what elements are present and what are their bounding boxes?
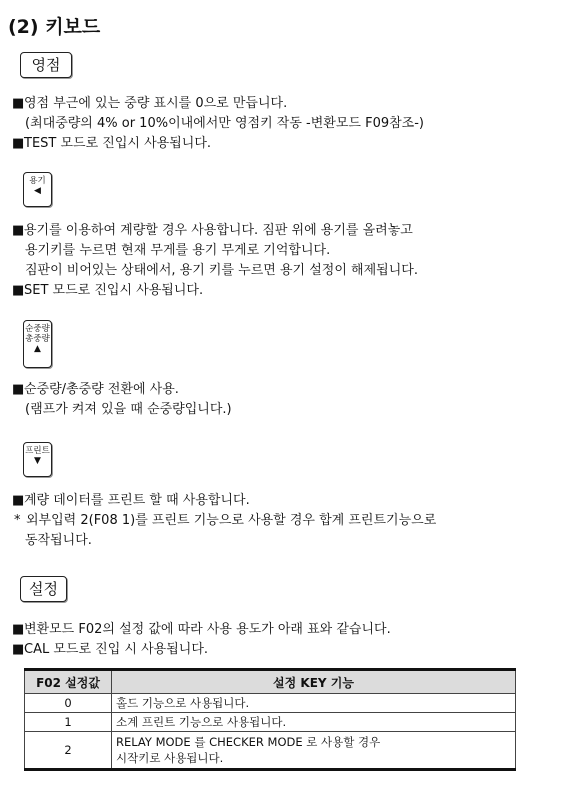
print-desc-3: 동작됩니다. [25,533,92,548]
gross-key-label: 총중량 [25,334,50,344]
zero-desc-2: (최대중량의 4% or 10%이내에서만 영점키 작동 -변환모드 F09참조-) [25,116,425,131]
table-cell-value: 1 [25,713,112,732]
up-arrow-icon: ▲ [34,344,41,354]
left-arrow-icon: ◀ [34,186,41,196]
setting-desc-2: ■CAL 모드로 진입 시 사용됩니다. [12,642,209,657]
table-cell-desc [112,732,516,770]
table-cell-desc-line2: 시작키로 사용됩니다. [116,751,224,765]
bullet-icon: ■ [12,283,25,298]
zero-desc-3: ■TEST 모드로 진입시 사용됩니다. [12,136,212,151]
print-key[interactable] [23,442,52,477]
table-header-function: 설정 KEY 기능 [112,670,516,694]
f02-setting-table [24,668,516,771]
tare-desc-4: ■SET 모드로 진입시 사용됩니다. [12,283,204,298]
tare-key-label: 용기 [29,176,46,186]
tare-desc-2: 용기키를 누르면 현재 무게를 용기 무게로 기억합니다. [25,243,331,258]
asterisk-icon: * [14,513,21,528]
setting-desc-1: ■변환모드 F02의 설정 값에 따라 사용 용도가 아래 표와 같습니다. [12,622,391,637]
table-cell-desc: 홀드 기능으로 사용됩니다. [112,694,516,713]
table-row [25,694,516,713]
setting-key[interactable] [20,576,67,602]
tare-desc-3: 짐판이 비어있는 상태에서, 용기 키를 누르면 용기 설정이 해제됩니다. [25,263,418,278]
netgross-desc-2: (램프가 켜져 있을 때 순중량입니다.) [25,402,232,417]
table-cell-desc: 소계 프린트 기능으로 사용됩니다. [112,713,516,732]
down-arrow-icon: ▼ [34,456,41,466]
net-key-label: 순중량 [25,324,50,334]
bullet-icon: ■ [12,642,25,657]
zero-key-label: 영점 [31,56,61,74]
bullet-icon: ■ [12,382,25,397]
table-header-f02: F02 설정값 [25,670,112,694]
bullet-icon: ■ [12,493,25,508]
print-desc-2: * 외부입력 2(F08 1)를 프린트 기능으로 사용할 경우 합계 프린트기능으로 [14,513,437,528]
netgross-desc-1: ■순중량/총중량 전환에 사용. [12,382,179,397]
table-cell-desc-line1: RELAY MODE 를 CHECKER MODE 로 사용할 경우 [116,735,381,749]
zero-key[interactable] [20,52,72,78]
section-title: (2) 키보드 [8,16,101,38]
print-key-label: 프린트 [25,446,50,456]
net-gross-key[interactable] [23,320,52,368]
bullet-icon: ■ [12,136,25,151]
bullet-icon: ■ [12,96,25,111]
tare-key[interactable] [23,172,52,207]
print-desc-1: ■계량 데이터를 프린트 할 때 사용합니다. [12,493,250,508]
setting-key-label: 설정 [29,580,58,598]
table-row [25,732,516,770]
table-cell-value: 2 [25,732,112,770]
zero-desc-1: ■영점 부근에 있는 중량 표시를 0으로 만듭니다. [12,96,288,111]
bullet-icon: ■ [12,622,25,637]
tare-desc-1: ■용기를 이용하여 계량할 경우 사용합니다. 짐판 위에 용기를 올려놓고 [12,223,413,238]
table-row [25,713,516,732]
bullet-icon: ■ [12,223,25,238]
table-header-row [25,670,516,694]
table-cell-value: 0 [25,694,112,713]
